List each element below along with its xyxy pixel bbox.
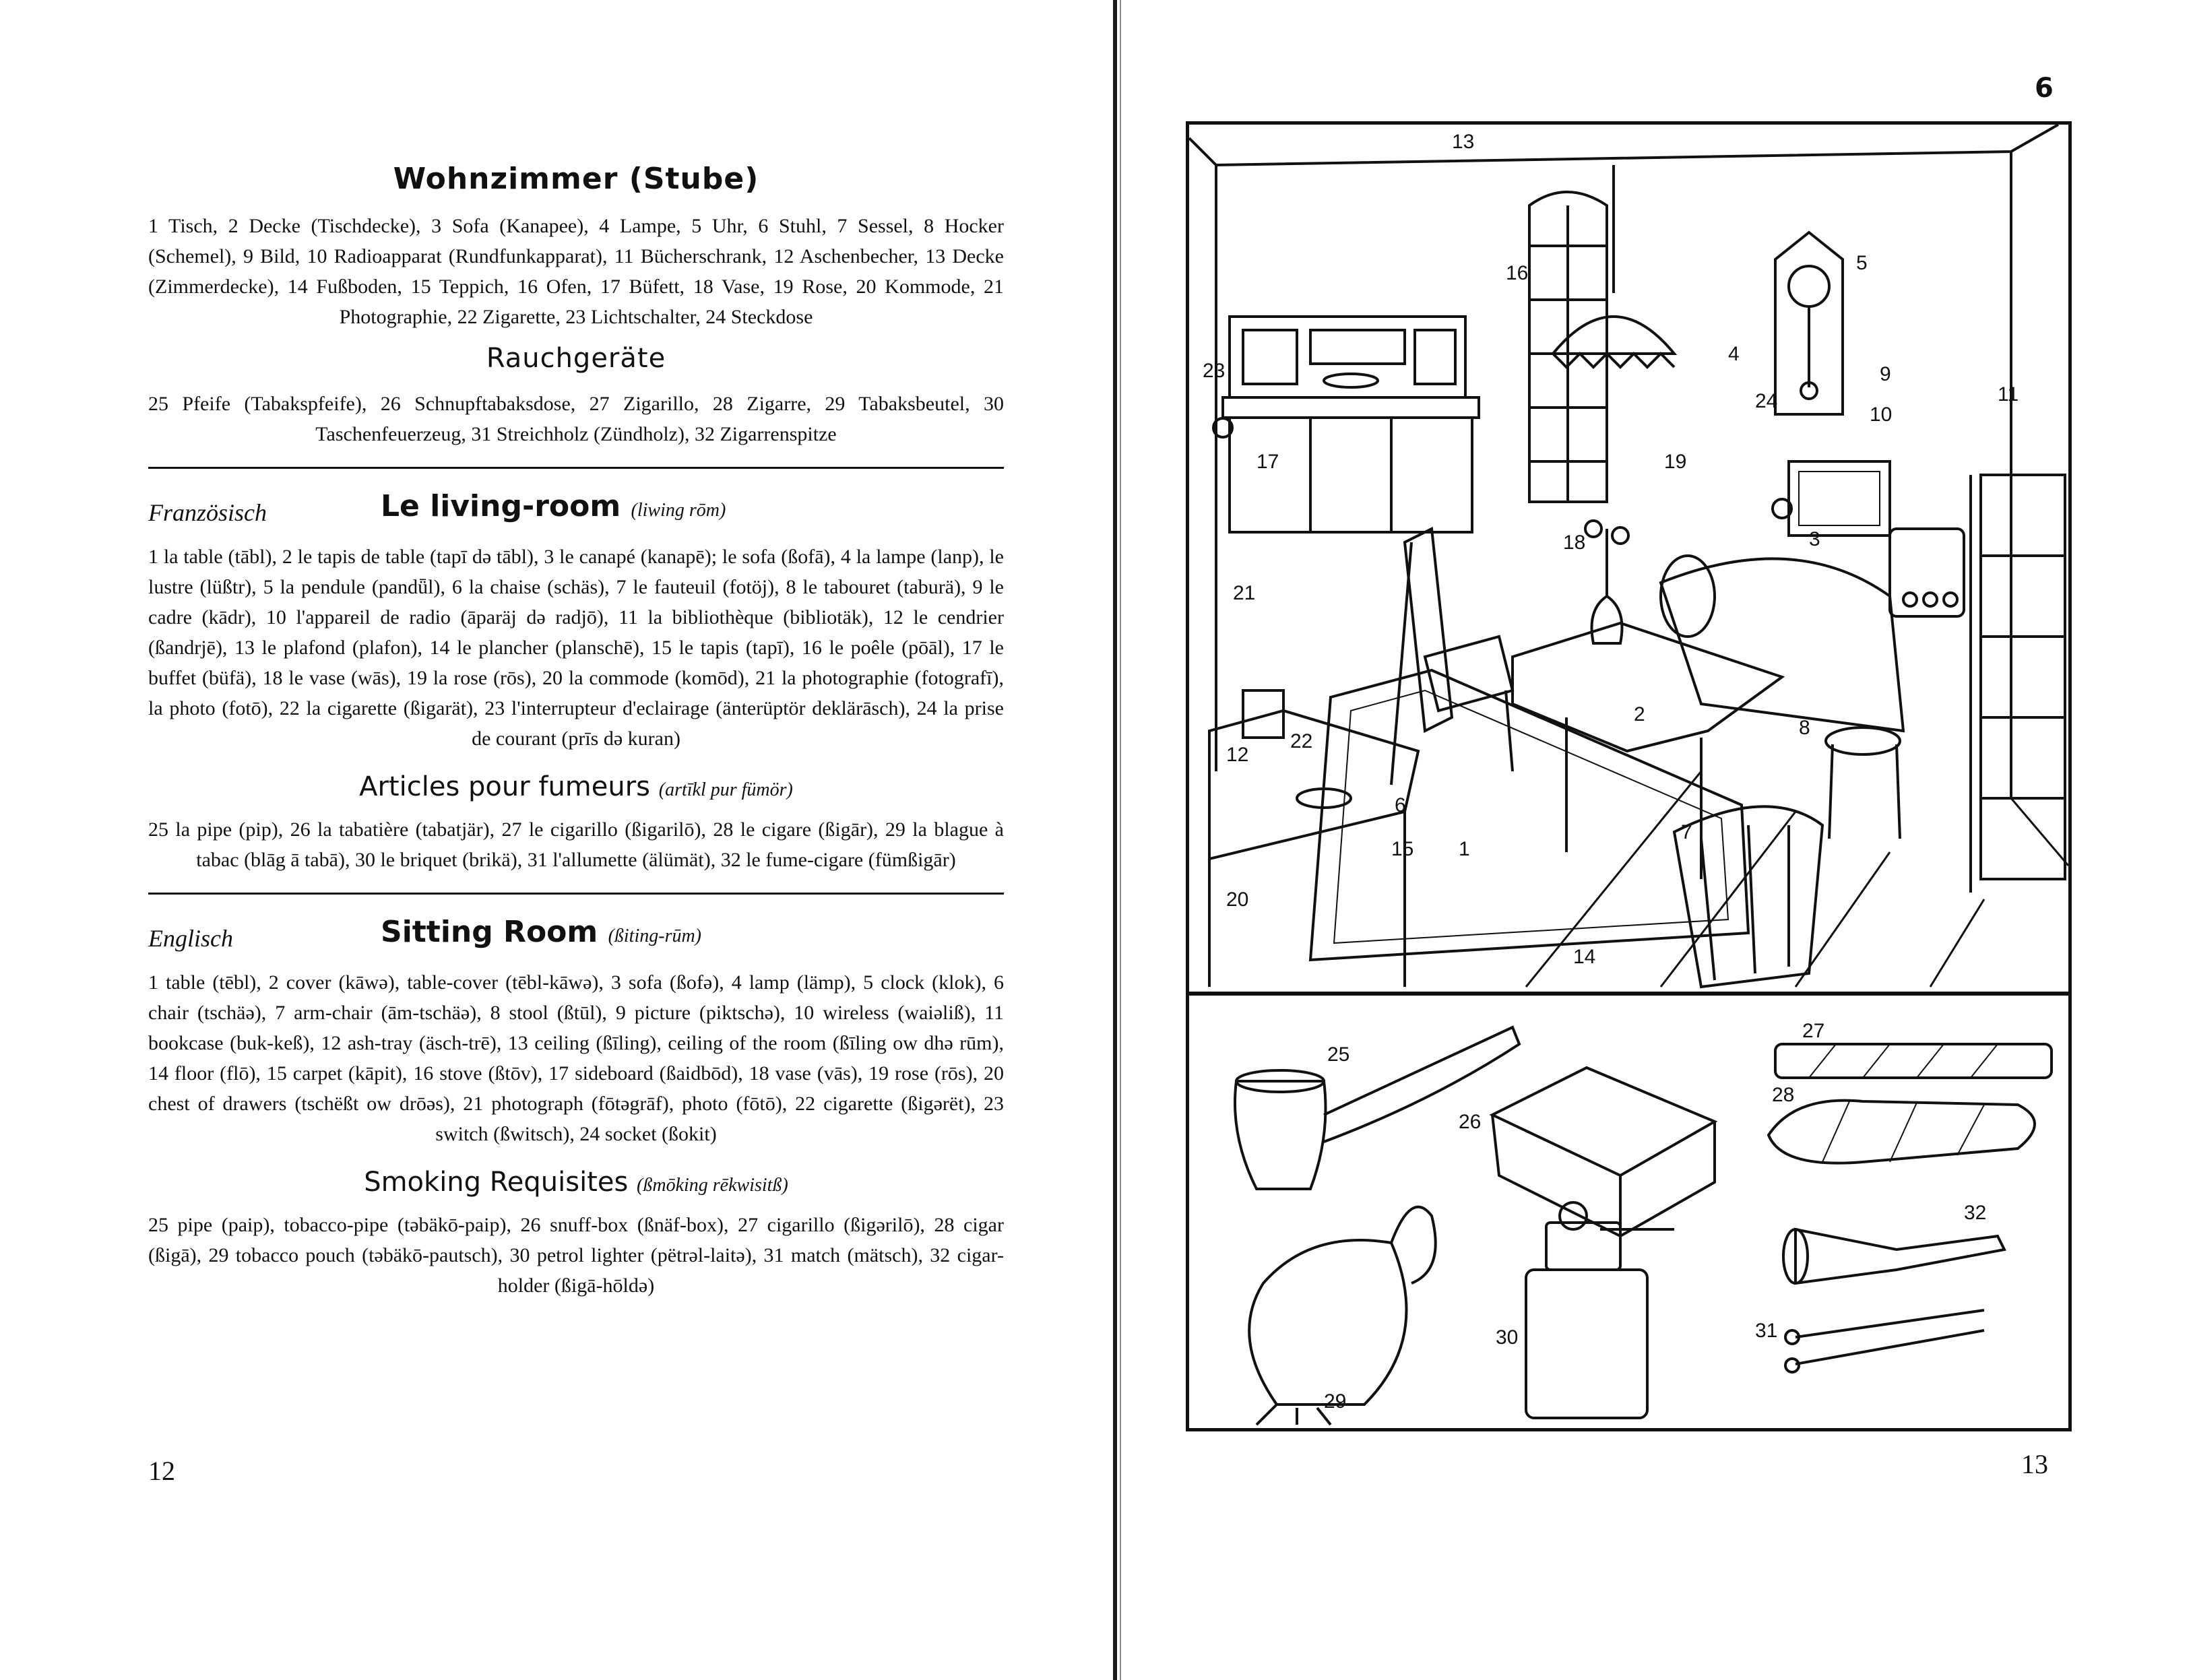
figure-label: 17 <box>1257 451 1279 473</box>
english-section <box>148 915 1004 1301</box>
matches-drawing <box>1785 1310 1984 1372</box>
english-header <box>148 915 1004 958</box>
ceiling-line <box>1189 125 2058 165</box>
chapter-number: 6 <box>2035 73 2054 104</box>
vase-drawing <box>1585 521 1628 643</box>
snuffbox-drawing <box>1492 1068 1715 1236</box>
german-smoking-items: 25 Pfeife (Tabakspfeife), 26 Schnupftabaksdose, 27 Zigarillo, 28 Zigarre, 29 Tabaksbeutel, 30 Taschenfeuerzeug, 31 Streichholz (Zündholz), 32 Zigarrenspitze <box>148 393 1004 445</box>
english-smoking-pron: (ßmōking rēkwisitß) <box>637 1175 788 1196</box>
bookcase-drawing <box>1971 475 2065 893</box>
figure-label: 12 <box>1226 744 1249 766</box>
figure-label: 7 <box>1681 821 1692 843</box>
left-page-number: 12 <box>148 1456 175 1486</box>
section-divider <box>148 893 1004 895</box>
section-divider <box>148 467 1004 469</box>
german-smoking-title: Rauchgeräte <box>486 343 666 374</box>
figure-label: 9 <box>1880 363 1891 385</box>
figure-label: 13 <box>1452 131 1475 153</box>
stove-drawing <box>1529 192 1607 502</box>
book-spine-shadow <box>1120 0 1121 1680</box>
figure-label: 25 <box>1327 1043 1350 1066</box>
illustration-frame <box>1186 121 2072 1431</box>
figure-label: 3 <box>1809 528 1820 550</box>
cigar-holder-drawing <box>1783 1229 2004 1283</box>
french-title-pron: (liwing rōm) <box>631 500 726 521</box>
figure-label: 19 <box>1664 451 1687 473</box>
figure-label: 20 <box>1226 889 1249 911</box>
french-title-wrap <box>381 489 726 523</box>
figure-label: 2 <box>1634 703 1645 725</box>
pipe-drawing <box>1235 1027 1519 1189</box>
sofa-drawing <box>1661 556 1903 731</box>
figure-label: 26 <box>1459 1111 1482 1133</box>
figure-label: 23 <box>1203 360 1226 382</box>
radio-drawing <box>1890 529 1964 616</box>
french-smoking-header <box>148 771 1004 802</box>
english-title-wrap <box>381 915 701 949</box>
illustration <box>1189 125 2068 1428</box>
figure-label: 32 <box>1964 1202 1987 1224</box>
table-drawing <box>1513 623 1782 879</box>
figure-label: 6 <box>1395 794 1406 816</box>
figure-label: 29 <box>1324 1390 1347 1413</box>
right-page-number: 13 <box>2021 1449 2048 1479</box>
figure-label: 1 <box>1459 838 1470 860</box>
figure-label: 18 <box>1563 531 1586 554</box>
clock-drawing <box>1775 232 1843 414</box>
room-scene <box>1189 125 2068 987</box>
cigarillo-drawing <box>1775 1044 2052 1078</box>
figure-label: 11 <box>1998 383 2019 406</box>
cigar-drawing <box>1769 1101 2035 1163</box>
figure-label: 14 <box>1573 946 1596 968</box>
french-section <box>148 489 1004 875</box>
french-smoking-items: 25 la pipe (pip), 26 la tabatière (tabatjär), 27 le cigarillo (ßigarilō), 28 le cigare (ßigār), 29 la blague à tabac (blāg ā tabā), 30 le briquet (brikä), 31 l'allumette (älümät), 32 le fume-cigare (fümßigār) <box>148 818 1004 871</box>
figure-label: 30 <box>1496 1326 1519 1349</box>
english-title: Sitting Room <box>381 915 598 949</box>
smoking-items <box>1235 1027 2052 1425</box>
figure-label: 10 <box>1870 403 1893 426</box>
sideboard-drawing <box>1223 317 1479 532</box>
carpet-drawing <box>1310 670 1748 960</box>
chair-drawing <box>1391 529 1513 785</box>
french-smoking-pron: (artīkl pur fümör) <box>658 779 793 800</box>
figure-label: 8 <box>1799 717 1810 739</box>
french-title: Le living-room <box>381 489 621 523</box>
figure-label: 27 <box>1802 1020 1825 1042</box>
stool-drawing <box>1826 728 1900 839</box>
english-smoking-header <box>148 1167 1004 1198</box>
lighter-drawing <box>1526 1202 1674 1418</box>
picture-drawing <box>1789 461 1890 536</box>
figure-label: 31 <box>1755 1320 1778 1342</box>
armchair-drawing <box>1674 806 1822 987</box>
figure-label: 28 <box>1772 1084 1795 1106</box>
english-items: 1 table (tēbl), 2 cover (kāwǝ), table-cover (tēbl-kāwǝ), 3 sofa (ßofǝ), 4 lamp (lämp), 5 clock (klok), 6 chair (tschäǝ), 7 arm-chair (ām-tschäǝ), 8 stool (ßtūl), 9 picture (piktschǝ), 10 wireless (waiǝliß), 11 bookcase (buk-keß), 12 ash-tray (äsch-trē), 13 ceiling (ßīling), ceiling of the room (ßīling ow dhǝ rūm), 14 floor (flō), 15 carpet (kāpit), 16 stove (ßtōv), 17 sideboard (ßaidbōd), 18 vase (vās), 19 rose (rōs), 20 chest of drawers (tschëßt ow drōǝs), 21 photograph (fōtǝgrāf), photo (fōtō), 22 cigarette (ßigǝrët), 23 switch (ßwitsch), 24 socket (ßokit) <box>148 971 1004 1145</box>
figure-label: 22 <box>1290 730 1313 752</box>
french-header <box>148 489 1004 532</box>
left-page-text <box>148 155 1004 1312</box>
french-smoking-title: Articles pour fumeurs <box>359 771 651 802</box>
german-items: 1 Tisch, 2 Decke (Tischdecke), 3 Sofa (Kanapee), 4 Lampe, 5 Uhr, 6 Stuhl, 7 Sessel, 8 Hocker (Schemel), 9 Bild, 10 Radioapparat (Rundfunkapparat), 11 Bücherschrank, 12 Aschenbecher, 13 Decke (Zimmerdecke), 14 Fußboden, 15 Teppich, 16 Ofen, 17 Büfett, 18 Vase, 19 Rose, 20 Kommode, 21 Photographie, 22 Zigarette, 23 Lichtschalter, 24 Steckdose <box>148 215 1004 328</box>
english-smoking-title: Smoking Requisites <box>364 1167 629 1198</box>
lamp-drawing <box>1553 165 1674 367</box>
french-language-name: Französisch <box>148 499 267 526</box>
book-spine <box>1113 0 1117 1680</box>
english-smoking-items: 25 pipe (paip), tobacco-pipe (tǝbäkō-paip), 26 snuff-box (ßnäf-box), 27 cigarillo (ßigǝrilō), 28 cigar (ßigā), 29 tobacco pouch (tǝbäkō-pautsch), 30 petrol lighter (pëtrǝl-laitǝ), 31 match (mätsch), 32 cigar-holder (ßigā-hōldǝ) <box>148 1214 1004 1297</box>
french-items: 1 la table (tābl), 2 le tapis de table (tapī dǝ tābl), 3 le canapé (kanapē); le sofa (ßofā), 4 la lampe (lanp), le lustre (lüßtr), 5 la pendule (pandǖl), 6 la chaise (schäs), 7 le fauteuil (fotöj), 8 le tabouret (taburä), 9 le cadre (kādr), 10 l'appareil de radio (āparäj dǝ radjō), 11 la bibliothèque (bibliotäk), 12 le cendrier (ßandrjē), 13 le plafond (plafon), 14 le plancher (planschē), 15 le tapis (tapī), 16 le poêle (pōāl), 17 le buffet (büfä), 18 le vase (wās), 19 la rose (rōs), 20 la commode (komōd), 21 la photographie (fotografī), la photo (fotō), 22 la cigarette (ßigarät), 23 l'interrupteur d'eclairage (änterüptör deklärāsch), 24 la prise de courant (prīs dǝ kuran) <box>148 546 1004 750</box>
figure-label: 16 <box>1506 262 1529 284</box>
chest-drawing <box>1209 690 1418 987</box>
figure-label: 21 <box>1233 582 1256 604</box>
english-title-pron: (ßiting-rūm) <box>608 926 702 946</box>
figure-label: 15 <box>1391 838 1414 860</box>
figure-label: 5 <box>1856 252 1868 274</box>
english-language-name: Englisch <box>148 925 233 952</box>
figure-label: 24 <box>1755 390 1778 412</box>
german-title: Wohnzimmer (Stube) <box>393 162 759 196</box>
german-section <box>148 162 1004 449</box>
figure-label: 4 <box>1728 343 1740 365</box>
